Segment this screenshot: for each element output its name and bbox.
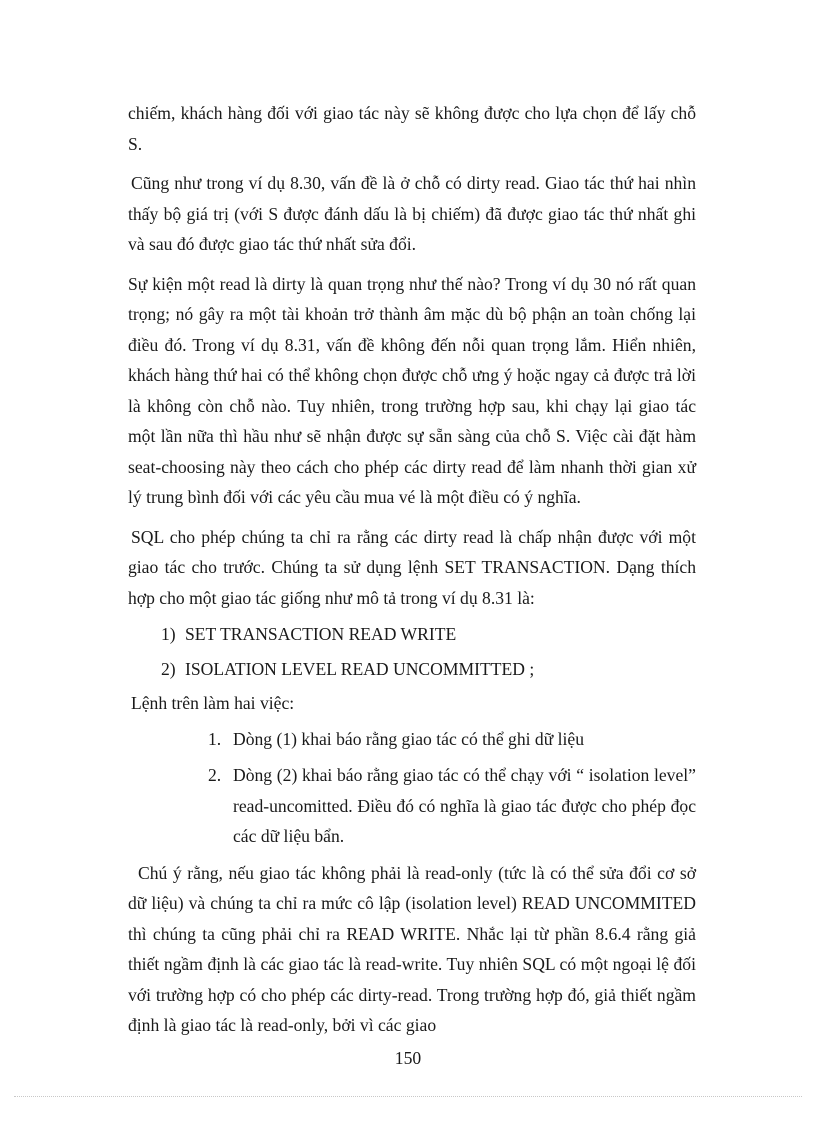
paragraph-5: Lệnh trên làm hai việc:	[131, 693, 295, 713]
explanation-text: Dòng (1) khai báo rằng giao tác có thể ghi dữ liệu	[233, 728, 585, 749]
paragraph-3: Sự kiện một read là dirty là quan trọng như thế nào? Trong ví dụ 30 nó rất quan trọng; nó gây ra một tài khoản trở thành âm mặc dù bộ phận an toàn chống lại điều đó. Trong ví dụ 8.31, vấn đề không đến nỗi quan trọng lắm. Hiển nhiên, khách hàng thứ hai có thể không chọn được chỗ ưng ý hoặc ngay cả được trả lời là không còn chỗ nào. Tuy nhiên, trong trường hợp sau, khi chạy lại giao tác một lần nữa thì hầu như sẽ nhận được sự sẵn sàng của chỗ S. Việc cài đặt hàm seat-choosing này theo cách cho phép các dirty read để làm nhanh thời gian xử lý trung bình đối với các yêu cầu mua vé là một điều có ý nghĩa.	[128, 273, 696, 507]
sql-line-number: 2)	[161, 658, 176, 679]
page-divider	[14, 1096, 802, 1097]
explanation-list	[208, 724, 696, 852]
sql-line	[161, 654, 696, 685]
paragraph-4: SQL cho phép chúng ta chỉ ra rằng các dirty read là chấp nhận được với một giao tác cho trước. Chúng ta sử dụng lệnh SET TRANSACTION. Dạng thích hợp cho một giao tác giống như mô tả trong ví dụ 8.31 là:	[128, 526, 696, 608]
explanation-number: 2.	[208, 765, 222, 785]
sql-line	[161, 619, 696, 650]
paragraph-1: chiếm, khách hàng đối với giao tác này sẽ không được cho lựa chọn để lấy chỗ S.	[128, 103, 696, 154]
explanation-item	[208, 760, 696, 852]
sql-statement-list	[161, 619, 696, 684]
page-number: 150	[394, 1048, 422, 1068]
explanation-text: Dòng (2) khai báo rằng giao tác có thể chạy với “ isolation level” read-uncomitted. Điều đó có nghĩa là giao tác được cho phép đọc các dữ liệu bẩn.	[233, 765, 696, 846]
sql-line-number: 1)	[161, 624, 176, 644]
paragraph-6: Chú ý rằng, nếu giao tác không phải là read-only (tức là có thể sửa đổi cơ sở dữ liệu) và chúng ta chỉ ra mức cô lập (isolation level) READ UNCOMMITED thì chúng ta cũng phải chỉ ra READ WRITE. Nhắc lại từ phần 8.6.4 rằng giả thiết ngầm định là các giao tác là read-write. Tuy nhiên SQL có một ngoại lệ đối với trường hợp có cho phép các dirty-read. Trong trường hợp đó, giả thiết ngầm định là giao tác là read-only, bởi vì các giao	[128, 862, 696, 1035]
explanation-number: 1.	[208, 728, 222, 749]
page-body	[128, 98, 696, 1041]
sql-line-text: ISOLATION LEVEL READ UNCOMMITTED ;	[185, 658, 535, 679]
sql-line-text: SET TRANSACTION READ WRITE	[185, 624, 457, 644]
explanation-item	[208, 724, 696, 755]
paragraph-2: Cũng như trong ví dụ 8.30, vấn đề là ở chỗ có dirty read. Giao tác thứ hai nhìn thấy bộ giá trị (với S được đánh dấu là bị chiếm) đã được giao tác thứ nhất ghi và sau đó được giao tác thứ nhất sửa đổi.	[128, 173, 696, 254]
